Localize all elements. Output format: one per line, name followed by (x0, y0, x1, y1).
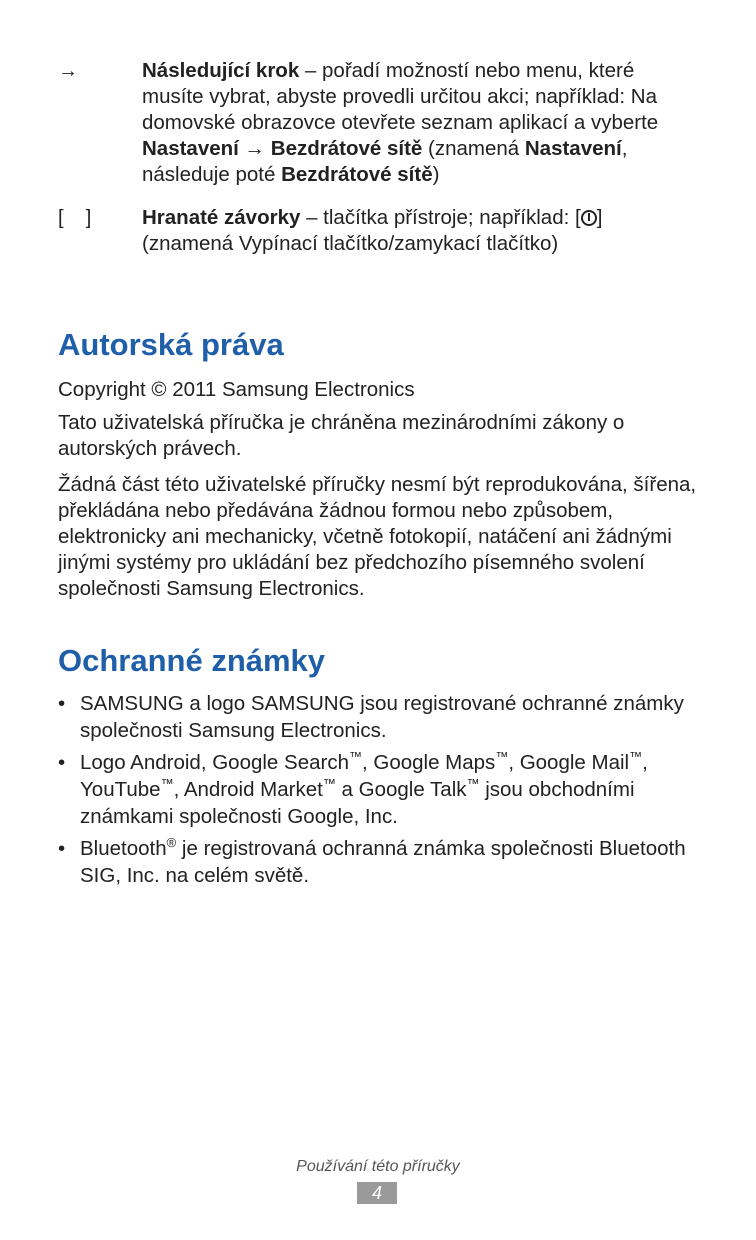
bold-wireless: Bezdrátové sítě (281, 163, 433, 186)
brackets-symbol: [ ] (58, 207, 92, 229)
term-next-step: Následující krok (142, 59, 300, 82)
tm-mark: ™ (466, 776, 480, 792)
desc-text: ] (znamená Vypínací tlačítko/zamykací tlačítko) (142, 206, 603, 255)
bullet: • (58, 751, 66, 774)
trademarks-list (58, 690, 708, 894)
text: , Google Mail (508, 751, 630, 774)
page-number: 4 (357, 1182, 397, 1204)
desc-text: , následuje poté (142, 137, 628, 186)
list-item (58, 835, 708, 889)
copyright-heading: Autorská práva (58, 327, 284, 362)
term-brackets: Hranaté závorky (142, 206, 301, 229)
convention-brackets (58, 205, 698, 257)
bold-settings: Nastavení (142, 137, 239, 160)
trademark-item-samsung: SAMSUNG a logo SAMSUNG jsou registrované ochranné známky společnosti Samsung Electronics. (80, 692, 684, 742)
copyright-line: Copyright © 2011 Samsung Electronics (58, 378, 415, 401)
desc-text: – tlačítka přístroje; například: [ (300, 206, 581, 229)
trademark-item-google (80, 751, 648, 828)
text: Logo Android, Google Search (80, 751, 349, 774)
text: a Google Talk (335, 778, 467, 801)
bold-settings: Nastavení (524, 137, 622, 160)
copyright-paragraph-1: Tato uživatelská příručka je chráněna mezinárodními zákony o autorských právech. (58, 411, 625, 460)
text: jsou obchodními známkami společnosti Google, Inc. (80, 778, 635, 828)
desc-text: ) (432, 163, 440, 186)
bold-wireless: Bezdrátové sítě (270, 137, 423, 160)
power-icon (581, 210, 597, 226)
desc-text: (znamená (422, 137, 525, 160)
text: , Android Market (173, 778, 323, 801)
convention-next-step (58, 58, 698, 188)
text: , YouTube (80, 751, 648, 801)
tm-mark: ™ (160, 776, 174, 792)
list-item (58, 749, 708, 830)
arrow-inline: → (238, 137, 271, 160)
footer-section-label: Používání této příručky (296, 1158, 460, 1175)
copyright-paragraph-2: Žádná část této uživatelské příručky nesmí být reprodukována, šířena, překládána nebo předávána žádnou formou nebo způsobem, elektronicky ani mechanicky, včetně fotokopií, natáčení ani žádnými jinými systémy pro ukládání bez předchozího písemného svolení společnosti Samsung Electronics. (58, 473, 697, 600)
bullet: • (58, 692, 66, 715)
tm-mark: ™ (322, 776, 336, 792)
text: , Google Maps (361, 751, 496, 774)
trademarks-heading: Ochranné známky (58, 643, 326, 678)
trademark-item-bluetooth (80, 837, 686, 887)
list-item (58, 690, 708, 744)
tm-mark: ™ (348, 749, 362, 765)
bullet: • (58, 837, 66, 860)
desc-text: – pořadí možností nebo menu, které musíte vybrat, abyste provedli určitou akci; například: Na domovské obrazovce otevřete seznam aplikací a vyberte (142, 59, 659, 134)
registered-mark: ® (166, 835, 177, 851)
arrow-symbol: → (58, 60, 78, 82)
tm-mark: ™ (629, 749, 643, 765)
tm-mark: ™ (495, 749, 509, 765)
text: Bluetooth (80, 837, 167, 860)
convention-next-step-text (142, 58, 698, 188)
text: je registrovaná ochranná známka společnosti Bluetooth SIG, Inc. na celém světě. (80, 837, 686, 887)
convention-brackets-text (142, 205, 698, 257)
